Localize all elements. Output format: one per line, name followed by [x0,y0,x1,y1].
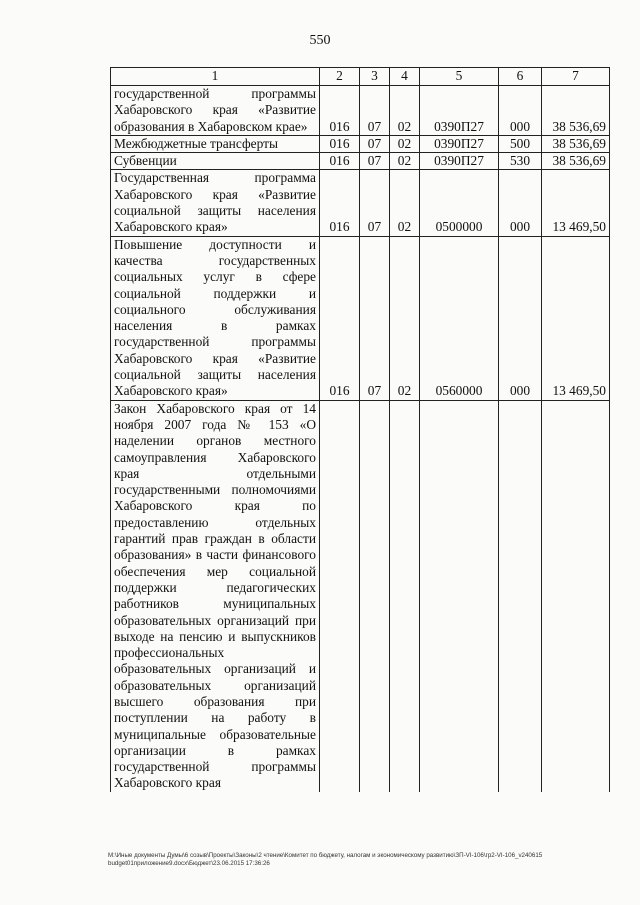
cell-ministry-code: 016 [320,153,360,170]
cell-expense-type: 530 [499,153,542,170]
cell-amount: 38 536,69 [542,153,610,170]
cell-expense-type: 000 [499,86,542,136]
cell-target-article: 0500000 [420,170,499,236]
cell-subsection: 02 [390,153,420,170]
column-header: 1 [111,68,320,86]
cell-ministry-code: 016 [320,86,360,136]
cell-subsection: 02 [390,236,420,400]
cell-target-article: 0560000 [420,236,499,400]
cell-section: 07 [360,135,390,152]
cell-section: 07 [360,170,390,236]
column-header: 2 [320,68,360,86]
cell-amount: 38 536,69 [542,135,610,152]
column-header: 5 [420,68,499,86]
cell-subsection: 02 [390,86,420,136]
cell-section [360,400,390,792]
cell-target-article: 0390П27 [420,153,499,170]
row-name: Государственная программа Хабаровского края «Развитие социальной защиты населения Хабаровского края» [111,170,320,236]
cell-ministry-code [320,400,360,792]
table-row [111,400,610,792]
column-header: 3 [360,68,390,86]
cell-subsection: 02 [390,170,420,236]
cell-amount [542,400,610,792]
cell-expense-type: 500 [499,135,542,152]
cell-amount: 13 469,50 [542,170,610,236]
row-name: Межбюджетные трансферты [111,135,320,152]
row-name: государственной программы Хабаровского края «Развитие образования в Хабаровском крае» [111,86,320,136]
cell-target-article [420,400,499,792]
cell-ministry-code: 016 [320,170,360,236]
row-name: Закон Хабаровского края от 14 ноября 2007 года № 153 «О наделении органов местного самоуправления Хабаровского края отдельными государственными полномочиями Хабаровского края по предоставлению отдельных гарантий прав граждан в области образования» в части финансового обеспечения мер социальной поддержки педагогических работников муниципальных образовательных организаций при выходе на пенсию и выпускников профессиональных образовательных организаций и образовательных организаций высшего образования при поступлении на работу в муниципальные образовательные организации в рамках государственной программы Хабаровского края [111,400,320,792]
file-path-footer: M:\Иные документы Думы\6 созыв\Проекты\Законы\2 чтение\Комитет по бюджету, налогам и экономическому развитию\ЗП-VI-106\гр2-VI-106_v240615 budget01приложение9.docx\Бюджет\23.06.2015 17:36:26 [108,852,543,867]
table-row [111,86,610,136]
cell-section: 07 [360,153,390,170]
table-row [111,135,610,152]
cell-expense-type [499,400,542,792]
table-header-row [111,68,610,86]
column-header: 7 [542,68,610,86]
cell-target-article: 0390П27 [420,135,499,152]
cell-expense-type: 000 [499,170,542,236]
table-row [111,170,610,236]
cell-subsection [390,400,420,792]
table-row [111,153,610,170]
cell-ministry-code: 016 [320,236,360,400]
table-row [111,236,610,400]
cell-ministry-code: 016 [320,135,360,152]
cell-amount: 38 536,69 [542,86,610,136]
cell-amount: 13 469,50 [542,236,610,400]
cell-expense-type: 000 [499,236,542,400]
cell-subsection: 02 [390,135,420,152]
page-number: 550 [309,33,331,48]
column-header: 4 [390,68,420,86]
row-name: Субвенции [111,153,320,170]
cell-section: 07 [360,236,390,400]
budget-table [110,67,610,792]
column-header: 6 [499,68,542,86]
cell-target-article: 0390П27 [420,86,499,136]
row-name: Повышение доступности и качества государственных социальных услуг в сфере социальной поддержки и социального обслуживания населения в рамках государственной программы Хабаровского края «Развитие социальной защиты населения Хабаровского края» [111,236,320,400]
cell-section: 07 [360,86,390,136]
